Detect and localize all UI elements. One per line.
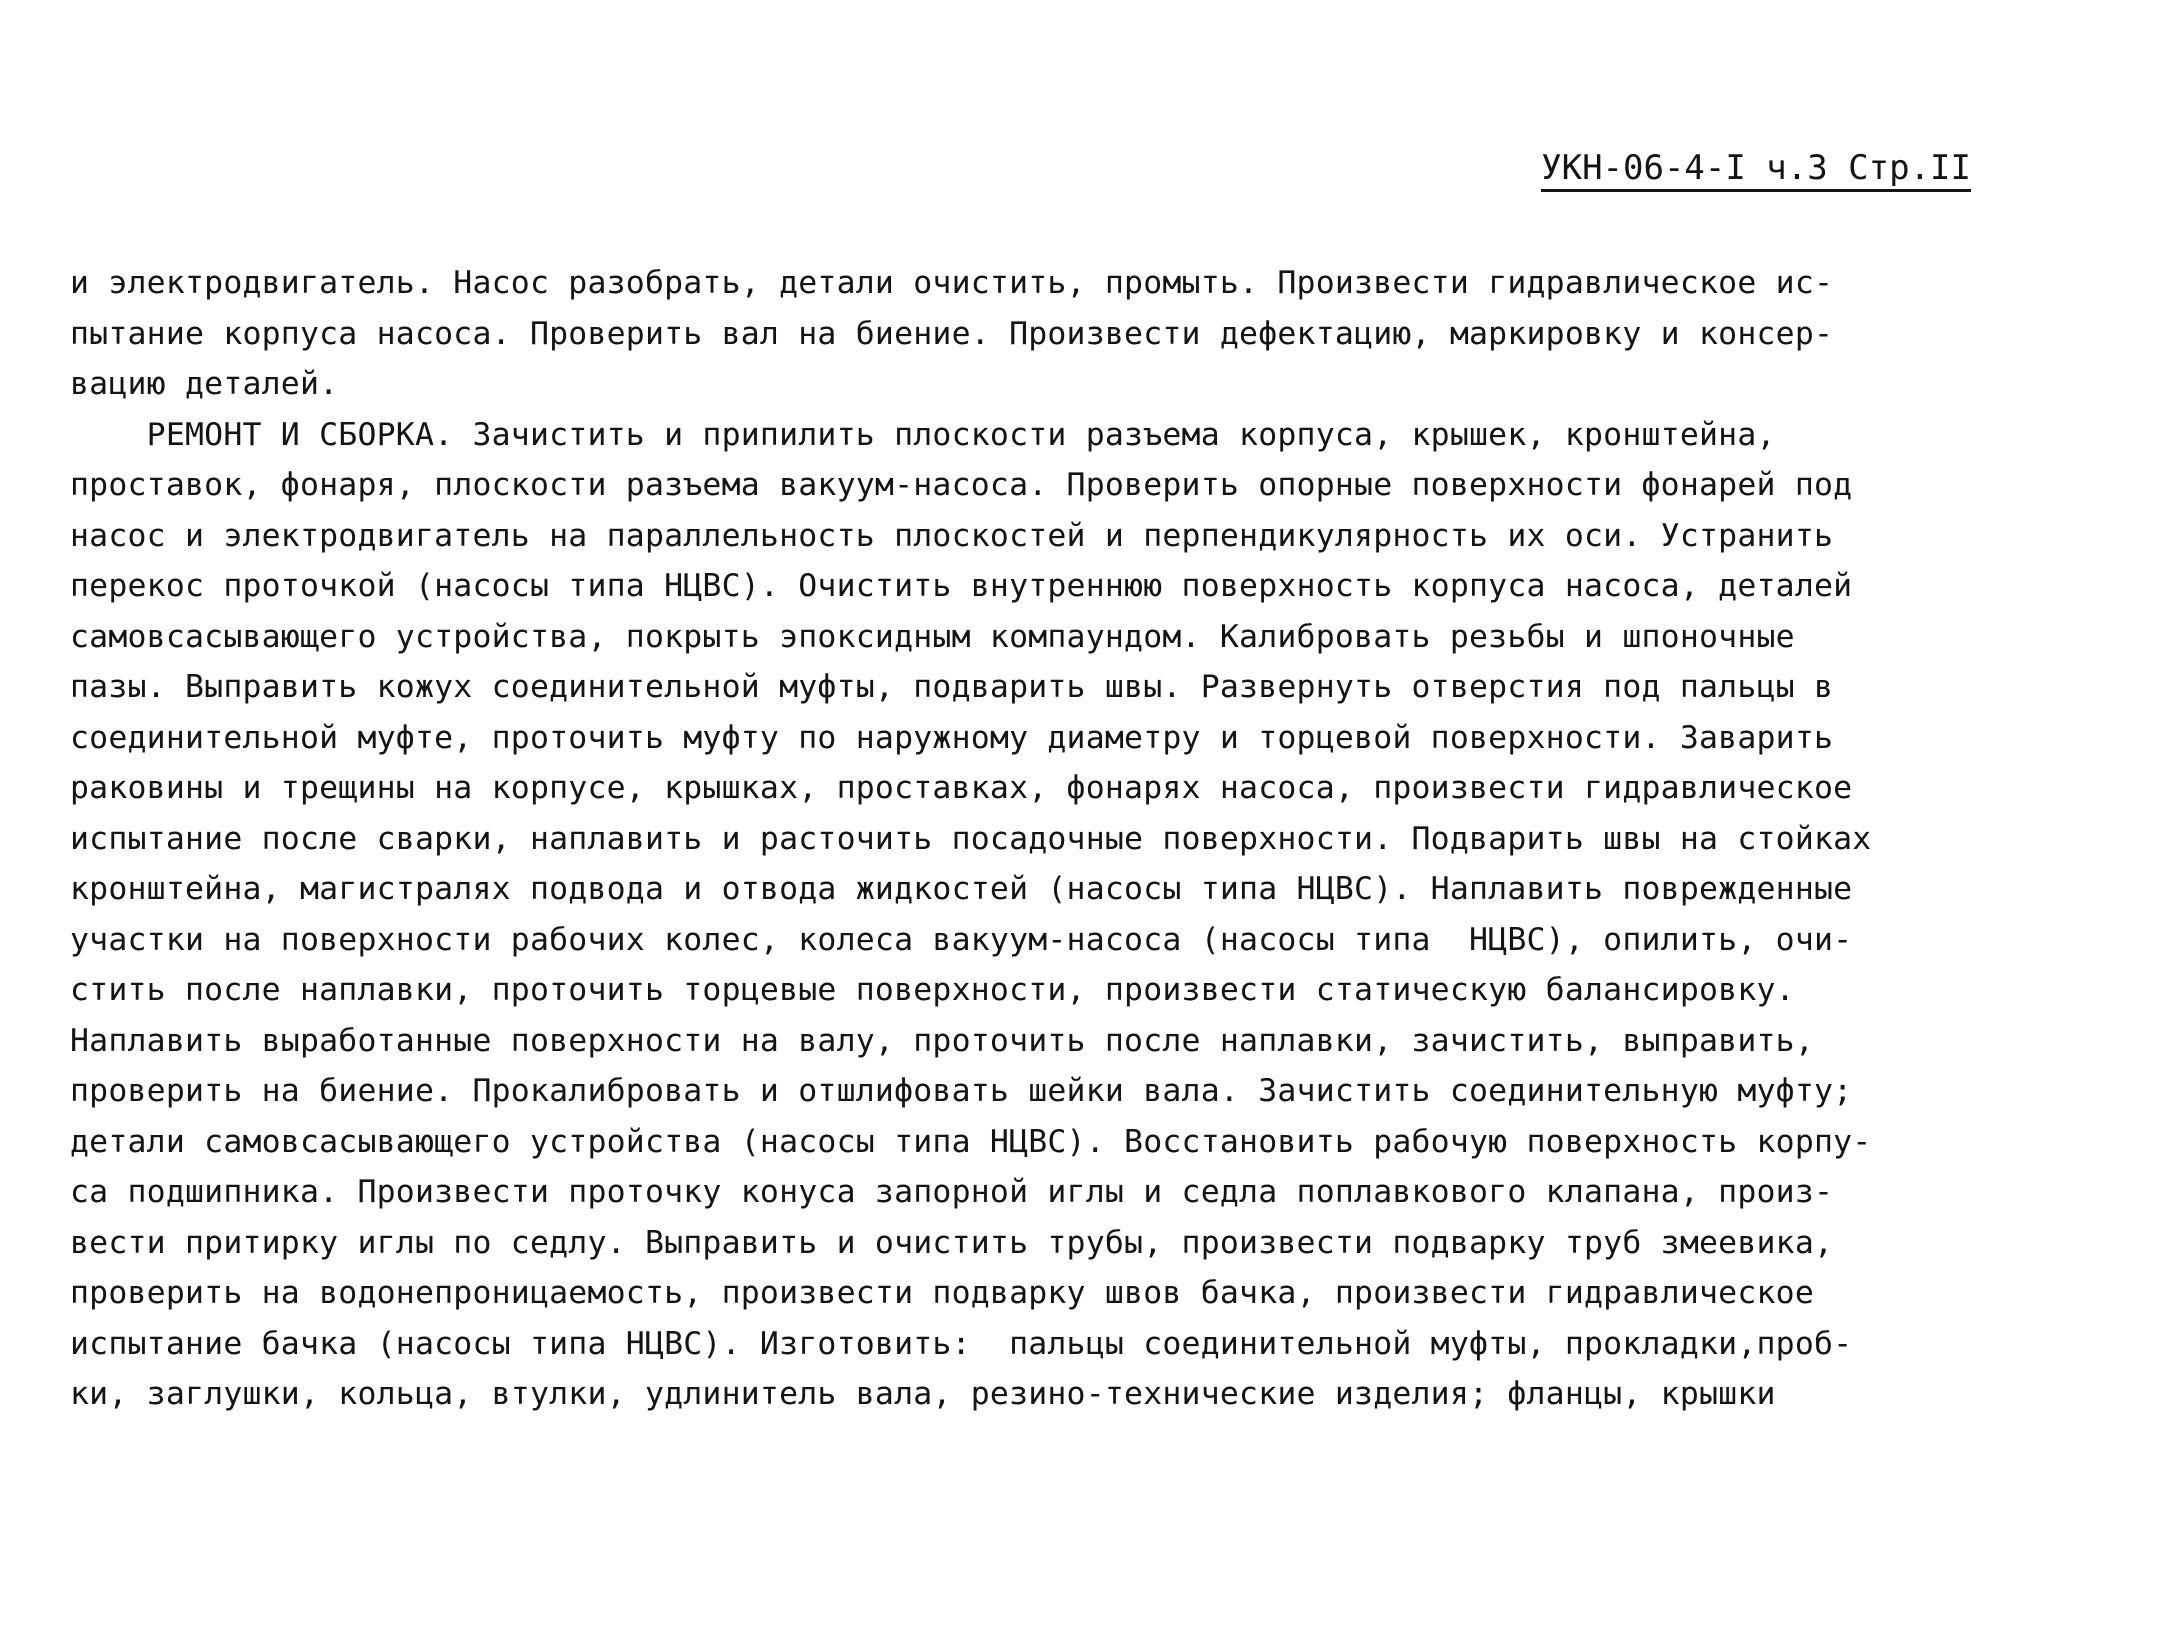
text-line: Наплавить выработанные поверхности на валу, проточить после наплавки, зачистить, выправить, <box>70 1022 1814 1059</box>
text-line: участки на поверхности рабочих колес, колеса вакуум-насоса (насосы типа НЦВС), опилить, очи- <box>70 921 1853 958</box>
text-line: са подшипника. Произвести проточку конуса запорной иглы и седла поплавкового клапана, произ- <box>70 1174 1834 1210</box>
text-line: проставок, фонаря, плоскости разъема вакуум-насоса. Проверить опорные поверхности фонарей под <box>70 467 1853 503</box>
text-line: ки, заглушки, кольца, втулки, удлинитель вала, резино-технические изделия; фланцы, крышки <box>70 1376 1776 1412</box>
text-line: детали самовсасывающего устройства (насосы типа НЦВС). Восстановить рабочую поверхность корпу- <box>70 1123 1872 1160</box>
text-line: вести притирку иглы по седлу. Выправить и очистить трубы, произвести подварку труб змеевика, <box>70 1224 1834 1261</box>
text-line: раковины и трещины на корпусе, крышках, проставках, фонарях насоса, произвести гидравлическое <box>70 770 1853 806</box>
text-line: испытание после сварки, наплавить и расточить посадочные поверхности. Подварить швы на стойках <box>70 820 1872 857</box>
text-line: РЕМОНТ И СБОРКА. Зачистить и припилить плоскости разъема корпуса, крышек, кронштейна, <box>70 416 1776 453</box>
text-line: пазы. Выправить кожух соединительной муфты, подварить швы. Развернуть отверстия под пальцы в <box>70 669 1834 705</box>
text-line: самовсасывающего устройства, покрыть эпоксидным компаундом. Калибровать резьбы и шпоночные <box>70 618 1795 655</box>
text-line: кронштейна, магистралях подвода и отвода жидкостей (насосы типа НЦВС). Наплавить поврежденные <box>70 871 1853 907</box>
document-reference-header: УКН-06-4-I ч.3 Стр.II <box>1541 150 1971 192</box>
text-line: вацию деталей. <box>70 366 339 402</box>
text-line: испытание бачка (насосы типа НЦВС). Изготовить: пальцы соединительной муфты, прокладки,проб- <box>70 1325 1853 1362</box>
text-line: проверить на биение. Прокалибровать и отшлифовать шейки вала. Зачистить соединительную муфту; <box>70 1073 1853 1109</box>
body-text <box>70 258 1990 1420</box>
text-line: насос и электродвигатель на параллельность плоскостей и перпендикулярность их оси. Устранить <box>70 517 1834 554</box>
text-line: проверить на водонепроницаемость, произвести подварку швов бачка, произвести гидравлическое <box>70 1275 1814 1311</box>
text-line: пытание корпуса насоса. Проверить вал на биение. Произвести дефектацию, маркировку и консер- <box>70 315 1834 352</box>
text-line: и электродвигатель. Насос разобрать, детали очистить, промыть. Произвести гидравлическое ис- <box>70 265 1834 301</box>
text-line: соединительной муфте, проточить муфту по наружному диаметру и торцевой поверхности. Заварить <box>70 719 1834 756</box>
text-line: стить после наплавки, проточить торцевые поверхности, произвести статическую балансировку. <box>70 972 1795 1008</box>
text-line: перекос проточкой (насосы типа НЦВС). Очистить внутреннюю поверхность корпуса насоса, деталей <box>70 568 1853 604</box>
